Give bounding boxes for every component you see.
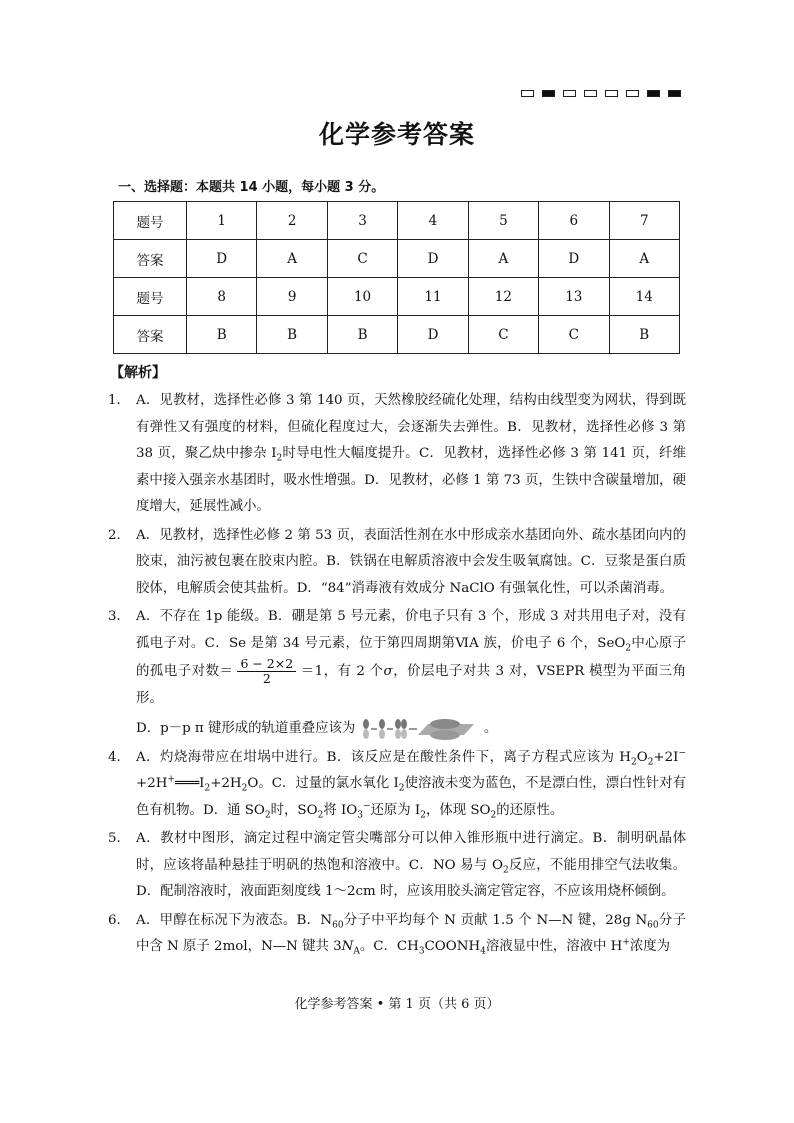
answer-cell: 10 bbox=[327, 278, 397, 316]
answer-cell: 11 bbox=[398, 278, 468, 316]
answer-cell: 2 bbox=[257, 202, 327, 240]
page-mark-box bbox=[647, 90, 660, 97]
page-mark-box bbox=[626, 90, 639, 97]
answer-cell: A bbox=[257, 240, 327, 278]
item-3-line-d: D．p－p π 键形成的轨道重叠应该为 。 bbox=[136, 712, 686, 743]
analysis-item-6: 6． A．甲醇在标况下为液态。B．$N_{60}$分子中平均每个 N 贡献 1.5 个 N—N 键，28g $N_{60}$分子中含 N 原子 2mol，N—N 键共 $3N_A$。C．$CH_3COONH_4$溶液显中性，溶液中 H+浓度为 bbox=[108, 908, 686, 961]
answer-cell: D bbox=[187, 240, 257, 278]
analysis-heading: 【解析】 bbox=[110, 365, 166, 381]
row-header-cell: 题号 bbox=[114, 278, 187, 316]
equals-sign: ═══ bbox=[174, 776, 200, 791]
item-number: 6． bbox=[108, 912, 130, 928]
p-orbital-overlap-diagram bbox=[360, 717, 480, 741]
row-header-cell: 题号 bbox=[114, 202, 187, 240]
page-mark-box bbox=[605, 90, 618, 97]
answer-cell: C bbox=[327, 240, 397, 278]
answer-cell: 3 bbox=[327, 202, 397, 240]
page-footer: 化学参考答案 • 第 1 页（共 6 页） bbox=[294, 997, 500, 1012]
lone-pair-fraction: $\frac{6 - 2\times 2}{2}$ bbox=[237, 657, 296, 686]
answer-cell: A bbox=[468, 240, 538, 278]
analysis-item-3: 3． A．不存在 1p 能级。B．硼是第 5 号元素，价电子只有 3 个，形成 3 对共用电子对，没有孤电子对。C．Se 是第 34 号元素，位于第四周期第ⅥA 族，价电子 6 个，SeO$_2$中心原子的孤电子对数＝ $\frac{6 - 2\times 2}{2}$ ＝1，有 2 个σ，价层电子对共 3 对，VSEPR 模型为平面三角形。 D．p－p π 键形成的轨道重叠应该为 。 bbox=[108, 604, 686, 743]
page-mark-box bbox=[542, 90, 555, 97]
item-number: 4． bbox=[108, 749, 130, 765]
page-mark-box bbox=[584, 90, 597, 97]
answer-cell: D bbox=[539, 240, 609, 278]
analysis-list bbox=[108, 388, 686, 963]
page-mark-box bbox=[521, 90, 534, 97]
answer-table-row bbox=[114, 278, 680, 316]
answer-cell: D bbox=[398, 240, 468, 278]
page-code-marks bbox=[521, 90, 681, 97]
page-mark-box bbox=[668, 90, 681, 97]
answer-cell: 7 bbox=[609, 202, 679, 240]
answer-cell: C bbox=[539, 316, 609, 354]
answer-cell: D bbox=[398, 316, 468, 354]
page-title: 化学参考答案 bbox=[318, 120, 475, 149]
answer-cell: 14 bbox=[609, 278, 679, 316]
section-heading-text: 一、选择题：本题共 14 小题，每小题 3 分。 bbox=[118, 180, 385, 195]
answer-cell: B bbox=[609, 316, 679, 354]
answer-cell: B bbox=[327, 316, 397, 354]
analysis-item-2 bbox=[108, 523, 686, 603]
answer-cell: B bbox=[187, 316, 257, 354]
answer-cell: C bbox=[468, 316, 538, 354]
answer-cell: 1 bbox=[187, 202, 257, 240]
item-text: A．灼烧海带应在坩埚中进行。B．该反应是在酸性条件下，离子方程式应该为 H bbox=[136, 749, 631, 765]
item-number: 1． bbox=[108, 393, 130, 408]
answer-cell: 9 bbox=[257, 278, 327, 316]
page-mark-box bbox=[563, 90, 576, 97]
item-number: 5． bbox=[108, 831, 130, 846]
item-text: A．教材中图形，滴定过程中滴定管尖嘴部分可以伸入锥形瓶中进行滴定。B．制明矾晶体时，应该将晶种悬挂于明矾的热饱和溶液中。C．NO 易与 O bbox=[136, 831, 686, 873]
analysis-item-1: 1． A．见教材，选择性必修 3 第 140 页，天然橡胶经硫化处理，结构由线型变为网状，得到既有弹性又有强度的材料，但硫化程度过大，会逐渐失去弹性。B．见教材，选择性必修 3 第 38 页，聚乙炔中掺杂 $I_2$时导电性大幅度提升。C．见教材，选择性必修 3 第 141 页，纤维素中接入强亲水基团时，吸水性增强。D．见教材，必修 1 第 73 页，生铁中含碳量增加，硬度增大，延展性减小。 bbox=[108, 388, 686, 521]
item-number: 3． bbox=[108, 609, 130, 624]
answer-table bbox=[113, 201, 680, 354]
row-header-cell: 答案 bbox=[114, 316, 187, 354]
item-text: A．见教材，选择性必修 2 第 53 页，表面活性剂在水中形成亲水基团向外、疏水基团向内的胶束，油污被包裹在胶束内腔。B．铁锅在电解质溶液中会发生吸氧腐蚀。C．豆浆是蛋白质胶体，电解质会使其盐析。D．“84”消毒液有效成分 NaClO 有强氧化性，可以杀菌消毒。 bbox=[136, 527, 686, 596]
item-text: A．甲醇在标况下为液态。B．N bbox=[136, 912, 333, 928]
answer-cell: 12 bbox=[468, 278, 538, 316]
item-text: A．不存在 1p 能级。B．硼是第 5 号元素，价电子只有 3 个，形成 3 对共用电子对，没有孤电子对。C．Se 是第 34 号元素，位于第四周期第ⅥA 族，价电子 6 个，SeO bbox=[136, 609, 686, 651]
answer-cell: 8 bbox=[187, 278, 257, 316]
row-header-cell: 答案 bbox=[114, 240, 187, 278]
item-text: A．见教材，选择性必修 3 第 140 页，天然橡胶经硫化处理，结构由线型变为网状，得到既有弹性又有强度的材料，但硫化程度过大，会逐渐失去弹性。B．见教材，选择性必修 3 第 38 页，聚乙炔中掺杂 I bbox=[136, 393, 686, 461]
answer-table-row bbox=[114, 240, 680, 278]
section-heading bbox=[118, 176, 384, 195]
answer-cell: 4 bbox=[398, 202, 468, 240]
answer-cell: 5 bbox=[468, 202, 538, 240]
answer-cell: A bbox=[609, 240, 679, 278]
answer-table-row bbox=[114, 316, 680, 354]
answer-table-row bbox=[114, 202, 680, 240]
answer-cell: 6 bbox=[539, 202, 609, 240]
analysis-item-5: 5． A．教材中图形，滴定过程中滴定管尖嘴部分可以伸入锥形瓶中进行滴定。B．制明矾晶体时，应该将晶种悬挂于明矾的热饱和溶液中。C．NO 易与 $O_2$反应，不能用排空气法收集。D．配制溶液时，液面距刻度线 1～2cm 时，应该用胶头滴定管定容，不应该用烧杯倾倒。 bbox=[108, 826, 686, 906]
item-number: 2． bbox=[108, 527, 130, 543]
answer-cell: B bbox=[257, 316, 327, 354]
analysis-item-4: 4． A．灼烧海带应在坩埚中进行。B．该反应是在酸性条件下，离子方程式应该为 $H_2O_2+2I^-+2H^+═══I_2+2H_2O$。C．过量的氯水氧化 $I_2$使溶液未变为蓝色，不是漂白性，漂白性针对有色有机物。D．通 $SO_2$时，$SO_2$将 $IO_3^-$还原为 $I_2$，体现 $SO_2$的还原性。 bbox=[108, 745, 686, 825]
answer-cell: 13 bbox=[539, 278, 609, 316]
